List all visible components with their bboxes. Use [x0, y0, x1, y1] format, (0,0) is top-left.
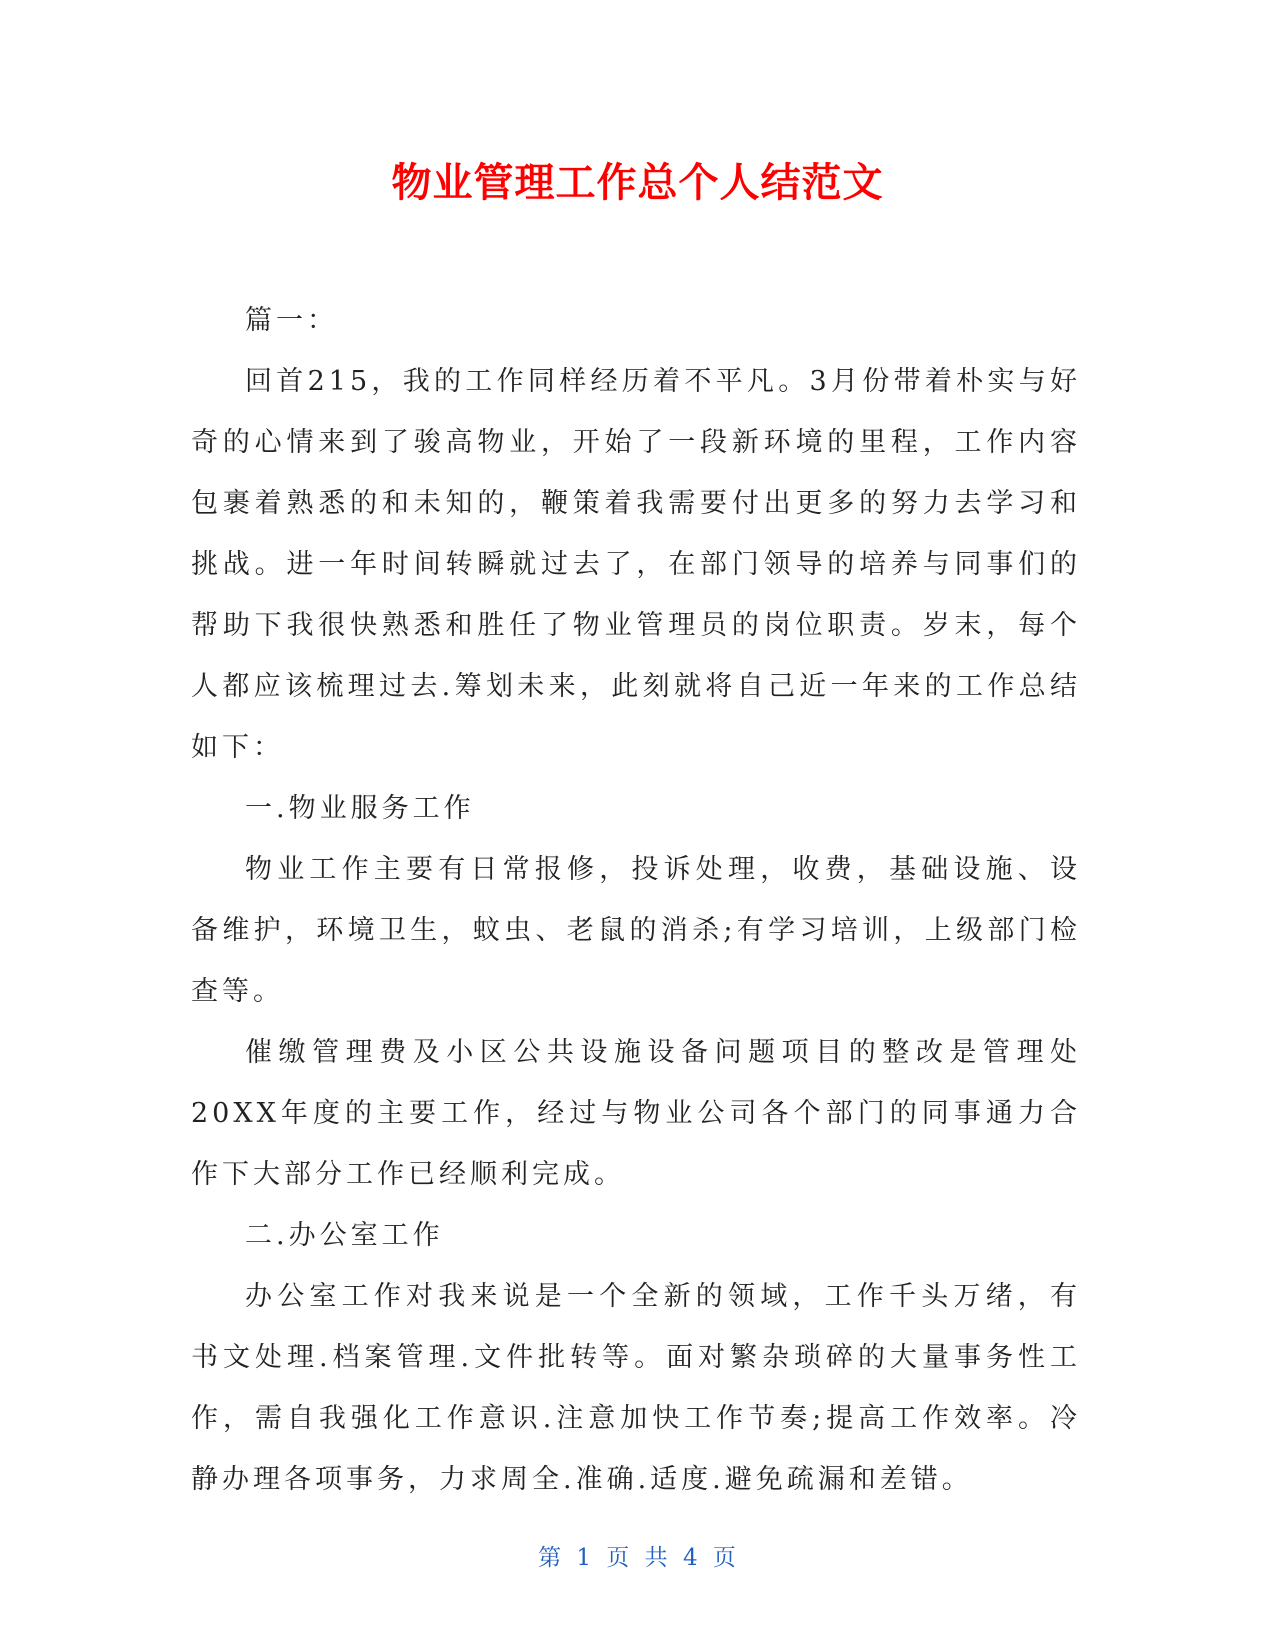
paragraph-property-service-body: 物业工作主要有日常报修，投诉处理，收费，基础设施、设备维护，环境卫生，蚊虫、老鼠的消杀;有学习培训，上级部门检查等。: [191, 854, 1081, 1007]
document-title: 物业管理工作总个人结范文: [391, 160, 884, 206]
footer-label-gong: 共: [644, 1545, 669, 1571]
footer-label-di: 第: [538, 1545, 563, 1571]
paragraph-office-work-body: 办公室工作对我来说是一个全新的领域，工作千头万绪，有书文处理.档案管理.文件批转等。面对繁杂琐碎的大量事务性工作，需自我强化工作意识.注意加快工作节奏;提高工作效率。冷静办理各项事务，力求周全.准确.适度.避免疏漏和差错。: [191, 1281, 1081, 1495]
paragraph-fee-collection: 催缴管理费及小区公共设施设备问题项目的整改是管理处20XX年度的主要工作，经过与物业公司各个部门的同事通力合作下大部分工作已经顺利完成。: [191, 1037, 1081, 1190]
paragraph-heading-office-work: 二.办公室工作: [245, 1220, 444, 1251]
footer-current-page: 1: [576, 1545, 593, 1571]
paragraph-intro: 回首215，我的工作同样经历着不平凡。3月份带着朴实与好奇的心情来到了骏高物业，开始了一段新环境的里程，工作内容包裹着熟悉的和未知的，鞭策着我需要付出更多的努力去学习和挑战。进一年时间转瞬就过去了，在部门领导的培养与同事们的帮助下我很快熟悉和胜任了物业管理员的岗位职责。岁末，每个人都应该梳理过去.筹划未来，此刻就将自己近一年来的工作总结如下：: [191, 366, 1081, 763]
page-footer: [0, 1543, 1275, 1573]
footer-label-ye-end: 页: [712, 1545, 737, 1571]
paragraph-heading-property-service: 一.物业服务工作: [245, 793, 475, 824]
paragraph-section-one-heading: 篇一：: [245, 305, 338, 336]
document-body: [191, 290, 1081, 1510]
footer-label-ye: 页: [606, 1545, 631, 1571]
footer-total-pages: 4: [682, 1545, 699, 1571]
